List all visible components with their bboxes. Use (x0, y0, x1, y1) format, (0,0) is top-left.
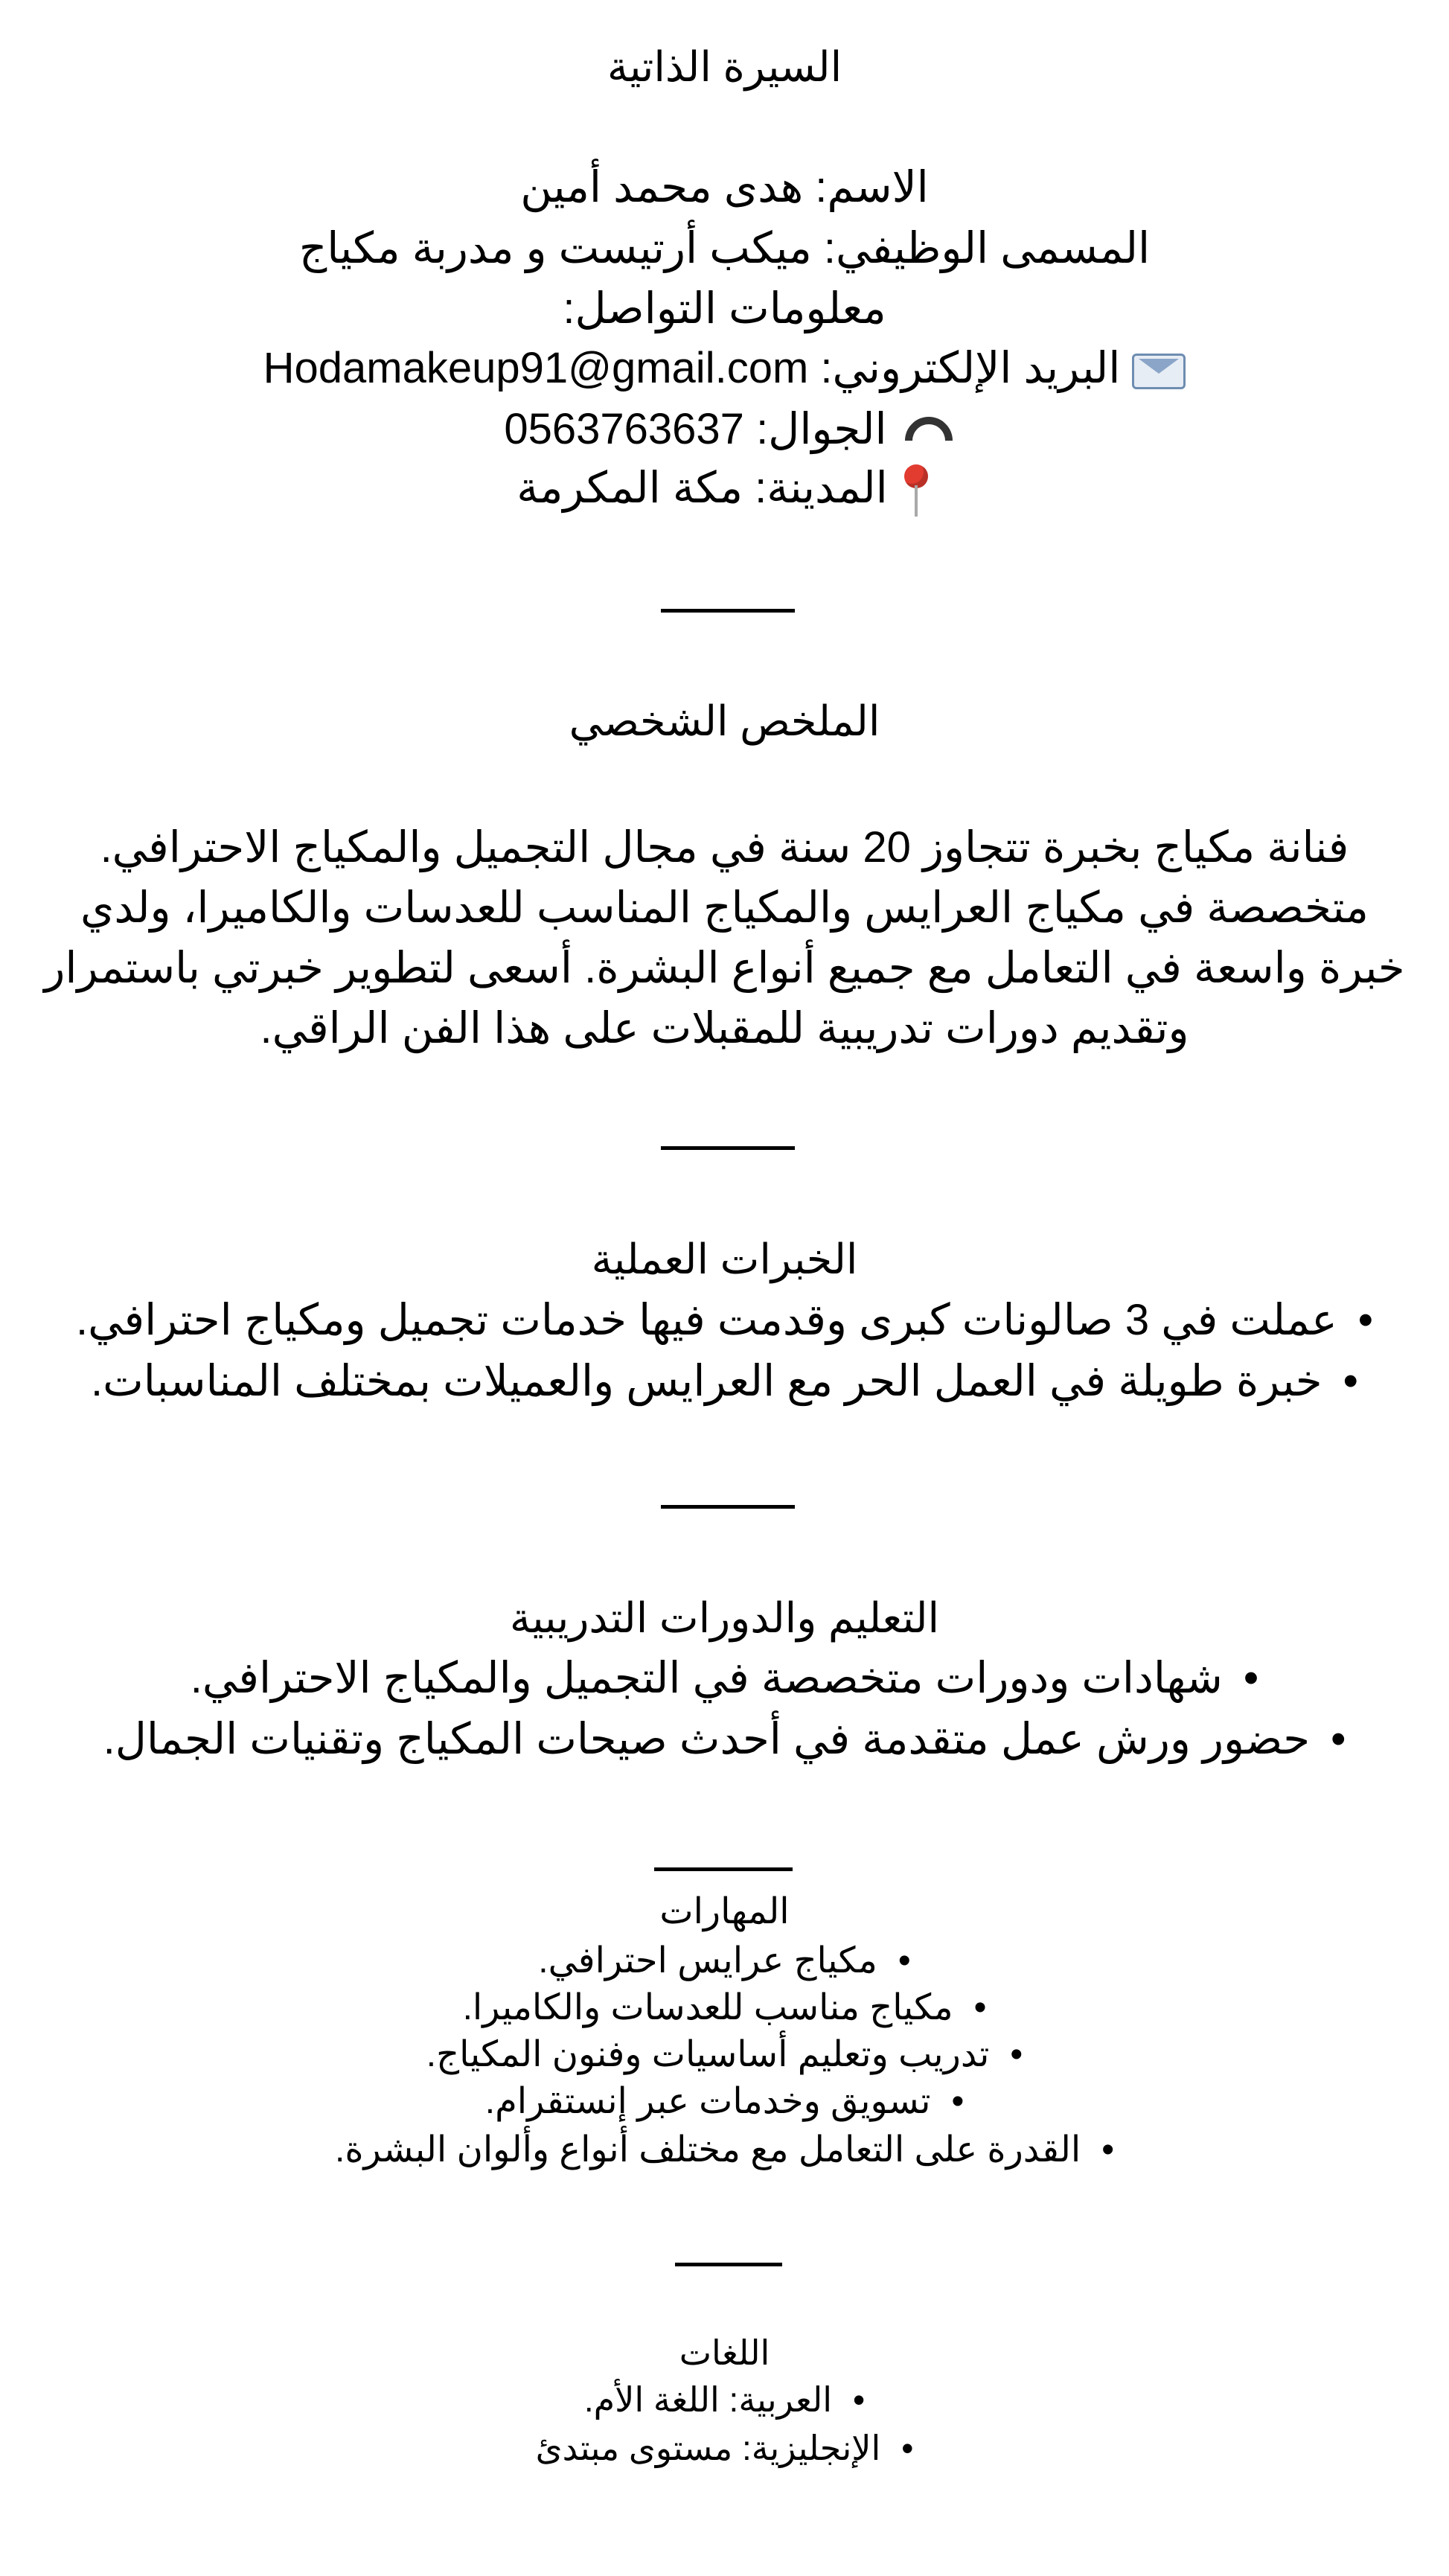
summary-heading: الملخص الشخصي (569, 697, 880, 744)
list-item: •تدريب وتعليم أساسيات وفنون المكياج. (426, 2035, 1023, 2074)
summary-paragraph: فنانة مكياج بخبرة تتجاوز 20 سنة في مجال التجميل والمكياج الاحترافي. متخصصة في مكياج العرايس والمكياج المناسب للعدسات والكاميرا، ولدي خبرة واسعة في التعامل مع جميع أنواع البشرة. أسعى لتطوير خبرتي باستمرار وتقديم دورات تدريبية للمقبلات على هذا الفن الراقي. (44, 823, 1405, 1052)
phone-line: الجوال: 0563763637 (504, 405, 887, 453)
list-item: •خبرة طويلة في العمل الحر مع العرايس والعميلات بمختلف المناسبات. (91, 1357, 1358, 1405)
email-row (0, 344, 1449, 394)
section-divider (661, 609, 795, 613)
job-title-line: المسمى الوظيفي: ميكب أرتيست و مدربة مكياج (298, 224, 1151, 272)
list-item: •مكياج مناسب للعدسات والكاميرا. (462, 1988, 987, 2027)
pin-icon (900, 464, 933, 518)
list-item: •القدرة على التعامل مع مختلف أنواع وألوان البشرة. (335, 2130, 1114, 2170)
section-divider (661, 1146, 795, 1150)
section-divider (654, 1867, 793, 1871)
document-title: السيرة الذاتية (607, 43, 842, 90)
languages-heading: اللغات (679, 2333, 770, 2372)
list-item: •حضور ورش عمل متقدمة في أحدث صيحات المكياج وتقنيات الجمال. (103, 1715, 1346, 1763)
list-item: •عملت في 3 صالونات كبرى وقدمت فيها خدمات تجميل ومكياج احترافي. (75, 1296, 1374, 1344)
skills-heading: المهارات (659, 1892, 790, 1931)
list-item: •شهادات ودورات متخصصة في التجميل والمكياج الاحترافي. (190, 1654, 1259, 1702)
email-line: البريد الإلكتروني: Hodamakeup91@gmail.com (263, 344, 1121, 392)
section-divider (661, 1505, 795, 1509)
phone-row (0, 405, 1449, 456)
list-item: •تسويق وخدمات عبر إنستقرام. (484, 2082, 965, 2121)
list-item: •العربية: اللغة الأم. (583, 2380, 866, 2419)
city-row (0, 464, 1449, 518)
contact-heading: معلومات التواصل: (563, 284, 886, 333)
section-divider (675, 2263, 782, 2266)
experience-heading: الخبرات العملية (591, 1236, 858, 1282)
education-heading: التعليم والدورات التدريبية (509, 1594, 940, 1641)
name-line: الاسم: هدى محمد أمين (520, 163, 929, 211)
list-item: •مكياج عرايس احترافي. (538, 1941, 911, 1981)
list-item: •الإنجليزية: مستوى مبتدئ (535, 2429, 914, 2467)
phone-icon (899, 409, 945, 456)
city-line: المدينة: مكة المكرمة (516, 464, 888, 512)
envelope-icon (1132, 354, 1186, 389)
